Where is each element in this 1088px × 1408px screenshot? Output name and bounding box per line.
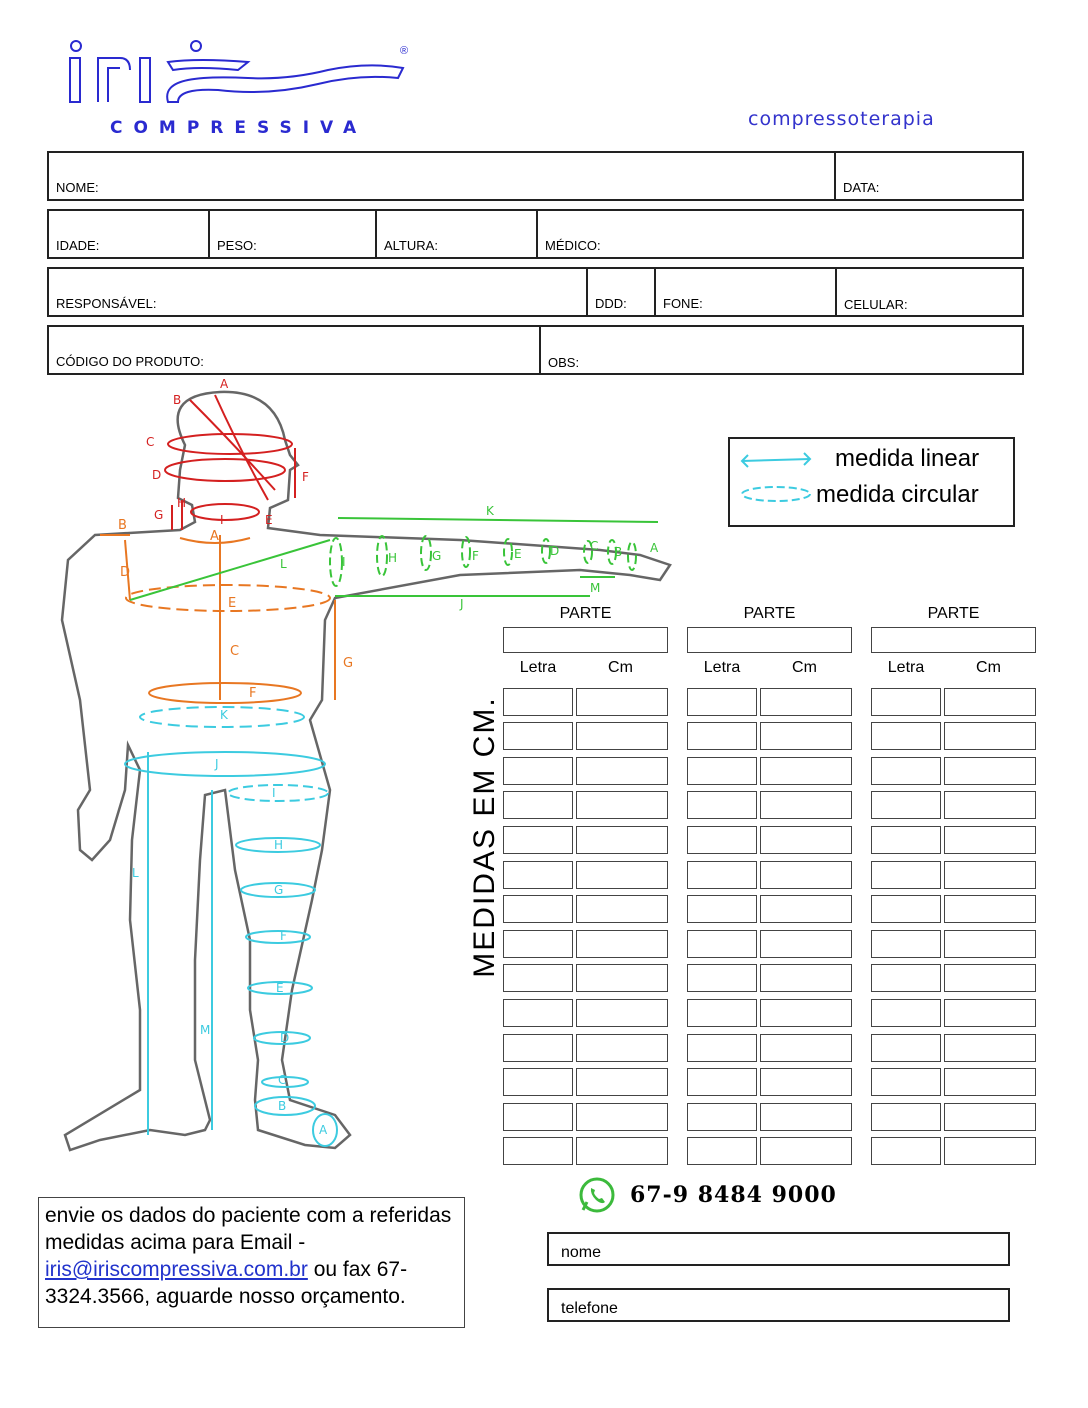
svg-text:H: H: [388, 551, 398, 565]
cm-input[interactable]: [760, 1137, 852, 1165]
cm-input[interactable]: [760, 930, 852, 958]
letra-input[interactable]: [503, 861, 573, 889]
nome-field[interactable]: NOME:: [49, 153, 836, 199]
letra-input[interactable]: [503, 791, 573, 819]
letra-input[interactable]: [871, 999, 941, 1027]
measurement-row: [503, 1103, 668, 1131]
letra-input[interactable]: [687, 826, 757, 854]
legend-linear: medida linear: [835, 445, 980, 472]
letra-input[interactable]: [503, 826, 573, 854]
whatsapp-icon: [578, 1176, 616, 1214]
cm-input[interactable]: [944, 1068, 1036, 1096]
svg-text:E: E: [514, 547, 522, 561]
measurement-row: [871, 964, 1036, 992]
measurement-row: [871, 826, 1036, 854]
svg-text:D: D: [550, 544, 560, 558]
obs-field[interactable]: OBS:: [548, 355, 580, 370]
measurement-row: [687, 999, 852, 1027]
svg-text:I: I: [220, 513, 224, 527]
parte-input[interactable]: [687, 627, 852, 653]
letra-input[interactable]: [687, 930, 757, 958]
cm-input[interactable]: [576, 930, 668, 958]
phone-number: 67-9 8484 9000: [630, 1182, 837, 1208]
cm-input[interactable]: [760, 999, 852, 1027]
parte-input[interactable]: [871, 627, 1036, 653]
cm-input[interactable]: [944, 791, 1036, 819]
cm-input[interactable]: [944, 930, 1036, 958]
whatsapp-contact: [578, 1176, 837, 1214]
measurement-row: [503, 964, 668, 992]
measurement-row: [871, 1068, 1036, 1096]
letra-input[interactable]: [503, 1137, 573, 1165]
measurements-label: MEDIDAS EM CM.: [468, 696, 501, 978]
cm-input[interactable]: [576, 757, 668, 785]
cm-input[interactable]: [760, 722, 852, 750]
letra-input[interactable]: [503, 895, 573, 923]
parts-table-3: [871, 605, 1036, 1165]
cm-input[interactable]: [760, 791, 852, 819]
form-row-contact: [47, 267, 1024, 317]
cm-input[interactable]: [944, 722, 1036, 750]
cm-input[interactable]: [576, 791, 668, 819]
ddd-field[interactable]: DDD:: [588, 269, 656, 315]
letra-input[interactable]: [503, 722, 573, 750]
svg-text:G: G: [154, 508, 164, 522]
svg-text:F: F: [280, 929, 287, 943]
svg-text:M: M: [200, 1023, 211, 1037]
cm-input[interactable]: [576, 1068, 668, 1096]
measurement-row: [687, 757, 852, 785]
measurement-legend: [728, 437, 1015, 527]
cm-input[interactable]: [944, 999, 1036, 1027]
measurement-row: [503, 722, 668, 750]
measurement-row: [871, 999, 1036, 1027]
cm-input[interactable]: [576, 688, 668, 716]
form-row-personal: [47, 209, 1024, 259]
cm-input[interactable]: [944, 1103, 1036, 1131]
svg-text:A: A: [319, 1123, 328, 1137]
cm-input[interactable]: [944, 895, 1036, 923]
measurement-row: [503, 895, 668, 923]
letra-header: Letra: [703, 659, 741, 676]
svg-text:H: H: [177, 496, 187, 510]
cm-input[interactable]: [760, 964, 852, 992]
svg-text:E: E: [228, 596, 237, 611]
measurement-row: [503, 791, 668, 819]
letra-input[interactable]: [871, 1068, 941, 1096]
measurement-row: [687, 722, 852, 750]
peso-field[interactable]: PESO:: [210, 211, 377, 257]
letra-input[interactable]: [871, 1103, 941, 1131]
svg-text:A: A: [210, 529, 219, 544]
cm-input[interactable]: [760, 1103, 852, 1131]
letra-input[interactable]: [687, 1034, 757, 1062]
letra-input[interactable]: [503, 1034, 573, 1062]
svg-text:K: K: [220, 708, 228, 722]
form-row-name: [47, 151, 1024, 201]
svg-text:D: D: [152, 468, 162, 482]
measurement-row: [687, 688, 852, 716]
cm-input[interactable]: [760, 1068, 852, 1096]
letra-input[interactable]: [687, 964, 757, 992]
circular-ellipse-icon: [742, 487, 810, 501]
cm-input[interactable]: [576, 1103, 668, 1131]
svg-text:B: B: [118, 518, 127, 533]
letra-input[interactable]: [871, 861, 941, 889]
parts-table-1: [503, 605, 668, 1165]
cm-input[interactable]: [944, 688, 1036, 716]
letra-header: Letra: [887, 659, 925, 676]
letra-input[interactable]: [871, 1137, 941, 1165]
letra-input[interactable]: [871, 757, 941, 785]
letra-input[interactable]: [687, 688, 757, 716]
cm-input[interactable]: [760, 861, 852, 889]
measurement-row: [871, 861, 1036, 889]
svg-text:C: C: [230, 644, 240, 659]
instructions-note: envie os dados do paciente com a referidas medidas acima para Email - iris@iriscompressiva.com.br ou fax 67-3324.3566, aguarde nosso orçamento.: [38, 1197, 465, 1328]
cm-input[interactable]: [576, 861, 668, 889]
measurement-row: [871, 722, 1036, 750]
measurement-row: [687, 1068, 852, 1096]
letra-input[interactable]: [871, 791, 941, 819]
measurement-row: [687, 791, 852, 819]
cm-input[interactable]: [944, 1034, 1036, 1062]
data-field[interactable]: DATA:: [843, 180, 880, 195]
cm-header: Cm: [608, 659, 633, 676]
cm-input[interactable]: [760, 688, 852, 716]
celular-field[interactable]: CELULAR:: [844, 297, 908, 312]
cm-input[interactable]: [576, 826, 668, 854]
letra-input[interactable]: [871, 722, 941, 750]
registered-mark: ®: [400, 45, 409, 57]
cm-input[interactable]: [576, 895, 668, 923]
svg-text:B: B: [614, 545, 623, 559]
svg-text:D: D: [280, 1031, 290, 1045]
measurement-row: [503, 861, 668, 889]
brand-logo: [68, 40, 418, 115]
svg-text:L: L: [132, 866, 139, 880]
contact-name-field[interactable]: nome: [547, 1232, 1010, 1266]
letra-input[interactable]: [687, 895, 757, 923]
legend-circular: medida circular: [816, 481, 979, 508]
cm-header: Cm: [792, 659, 817, 676]
measurement-row: [503, 688, 668, 716]
measurement-row: [871, 688, 1036, 716]
measurement-row: [871, 1137, 1036, 1165]
measurement-row: [503, 1034, 668, 1062]
cm-input[interactable]: [944, 757, 1036, 785]
svg-text:B: B: [173, 393, 182, 407]
measurement-row: [871, 895, 1036, 923]
letra-input[interactable]: [503, 757, 573, 785]
svg-text:G: G: [274, 883, 284, 897]
letra-input[interactable]: [687, 1137, 757, 1165]
measurement-row: [503, 826, 668, 854]
svg-text:H: H: [274, 838, 284, 852]
parts-table-2: [687, 605, 852, 1165]
brand-tagline: compressoterapia: [748, 108, 935, 130]
svg-text:E: E: [265, 513, 273, 527]
letra-input[interactable]: [687, 861, 757, 889]
torso-measurements: [100, 535, 335, 703]
svg-text:L: L: [280, 557, 287, 571]
svg-text:I: I: [342, 555, 346, 569]
measurement-row: [687, 895, 852, 923]
letra-input[interactable]: [503, 999, 573, 1027]
measurement-row: [687, 930, 852, 958]
svg-text:K: K: [486, 504, 494, 518]
measurement-row: [687, 826, 852, 854]
cm-input[interactable]: [576, 964, 668, 992]
cm-input[interactable]: [944, 964, 1036, 992]
email-link[interactable]: iris@iriscompressiva.com.br: [45, 1258, 308, 1281]
letra-input[interactable]: [871, 895, 941, 923]
svg-text:G: G: [343, 656, 354, 671]
cm-input[interactable]: [760, 757, 852, 785]
letra-input[interactable]: [871, 1034, 941, 1062]
svg-text:J: J: [460, 597, 464, 611]
letra-input[interactable]: [871, 688, 941, 716]
cm-input[interactable]: [576, 1034, 668, 1062]
svg-text:F: F: [249, 686, 257, 701]
measurement-row: [687, 1103, 852, 1131]
cm-input[interactable]: [944, 861, 1036, 889]
cm-input[interactable]: [760, 826, 852, 854]
measurement-row: [687, 861, 852, 889]
cm-input[interactable]: [760, 895, 852, 923]
contact-phone-field[interactable]: telefone: [547, 1288, 1010, 1322]
measurement-row: [871, 791, 1036, 819]
letra-input[interactable]: [687, 999, 757, 1027]
brand-subtitle: COMPRESSIVA: [110, 118, 368, 138]
cm-header: Cm: [976, 659, 1001, 676]
svg-text:A: A: [220, 378, 229, 391]
svg-text:G: G: [432, 549, 442, 563]
svg-text:C: C: [146, 435, 155, 449]
measurement-row: [503, 999, 668, 1027]
measurement-row: [503, 1137, 668, 1165]
svg-text:C: C: [590, 539, 599, 553]
letra-input[interactable]: [503, 1103, 573, 1131]
cm-input[interactable]: [760, 1034, 852, 1062]
measurement-row: [503, 757, 668, 785]
measurement-row: [687, 1034, 852, 1062]
medico-field[interactable]: MÉDICO:: [545, 238, 601, 253]
measurement-row: [503, 930, 668, 958]
measurement-row: [871, 1103, 1036, 1131]
altura-field[interactable]: ALTURA:: [377, 211, 538, 257]
svg-text:J: J: [215, 757, 219, 771]
form-row-product: [47, 325, 1024, 375]
svg-text:C: C: [278, 1073, 287, 1087]
svg-text:F: F: [302, 470, 309, 484]
letra-input[interactable]: [871, 964, 941, 992]
linear-arrow-icon: [738, 449, 818, 509]
parte-title: PARTE: [559, 605, 612, 622]
parte-title: PARTE: [743, 605, 796, 622]
svg-text:M: M: [590, 581, 601, 595]
svg-text:E: E: [276, 981, 284, 995]
cm-input[interactable]: [944, 1137, 1036, 1165]
letra-input[interactable]: [871, 930, 941, 958]
letra-header: Letra: [519, 659, 557, 676]
parte-title: PARTE: [927, 605, 980, 622]
letra-input[interactable]: [687, 1068, 757, 1096]
measurement-row: [687, 964, 852, 992]
svg-text:B: B: [278, 1099, 287, 1113]
measurement-row: [871, 1034, 1036, 1062]
letra-input[interactable]: [687, 1103, 757, 1131]
letra-input[interactable]: [687, 791, 757, 819]
measurement-row: [871, 930, 1036, 958]
codigo-produto-field[interactable]: CÓDIGO DO PRODUTO:: [49, 327, 541, 373]
responsavel-field[interactable]: RESPONSÁVEL:: [49, 269, 588, 315]
cm-input[interactable]: [944, 826, 1036, 854]
letra-input[interactable]: [503, 964, 573, 992]
measurement-row: [503, 1068, 668, 1096]
parte-input[interactable]: [503, 627, 668, 653]
letra-input[interactable]: [503, 1068, 573, 1096]
fone-field[interactable]: FONE:: [656, 269, 837, 315]
measurement-row: [871, 757, 1036, 785]
letra-input[interactable]: [687, 757, 757, 785]
svg-text:I: I: [272, 786, 276, 800]
letra-input[interactable]: [687, 722, 757, 750]
measurement-row: [687, 1137, 852, 1165]
cm-input[interactable]: [576, 999, 668, 1027]
cm-input[interactable]: [576, 722, 668, 750]
svg-text:D: D: [120, 565, 131, 580]
cm-input[interactable]: [576, 1137, 668, 1165]
letra-input[interactable]: [503, 930, 573, 958]
idade-field[interactable]: IDADE:: [49, 211, 210, 257]
svg-text:F: F: [472, 549, 479, 563]
letra-input[interactable]: [871, 826, 941, 854]
letra-input[interactable]: [503, 688, 573, 716]
svg-text:A: A: [650, 541, 659, 555]
